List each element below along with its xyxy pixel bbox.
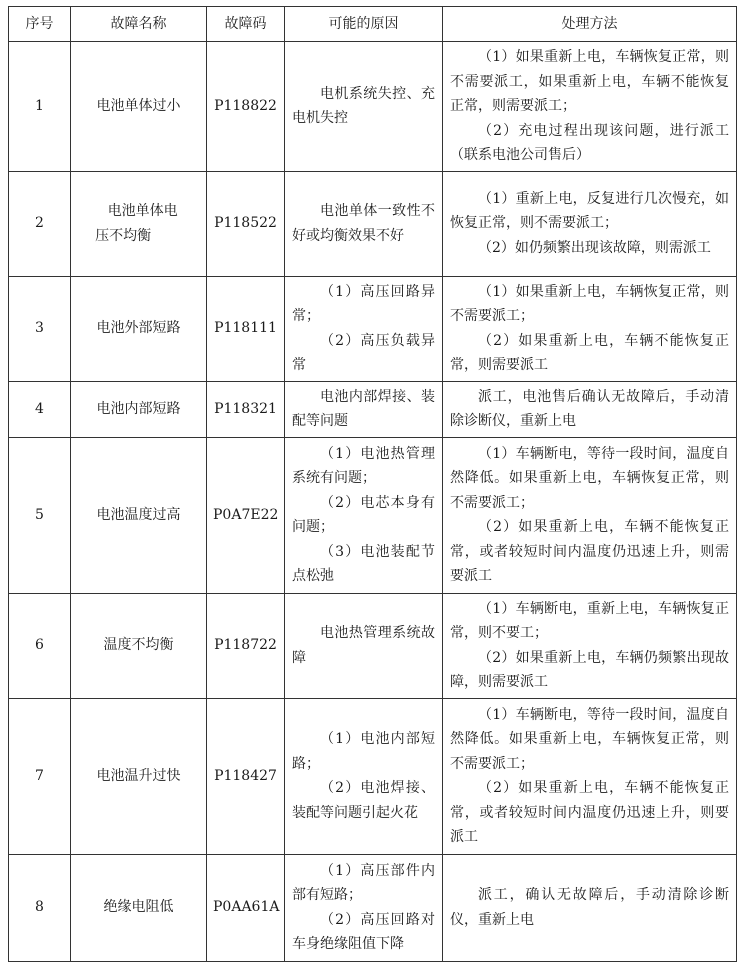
fault-name-text: 电池单体过小 xyxy=(96,98,181,114)
cell-no: 4 xyxy=(9,381,71,437)
cell-causes xyxy=(285,437,443,593)
fault-table xyxy=(8,6,737,962)
cause-line: （1）电池内部短路； xyxy=(292,731,435,772)
table-row xyxy=(9,381,737,437)
table-row xyxy=(9,437,737,593)
cell-no: 5 xyxy=(9,437,71,593)
header-causes: 可能的原因 xyxy=(285,7,443,42)
action-line: （2）如果重新上电，车辆不能恢复正常，或者较短时间内温度仍迅速上升，则需要派工 xyxy=(450,519,729,584)
cell-fault-code: P118111 xyxy=(207,276,285,381)
cell-fault-name xyxy=(71,854,207,961)
fault-name-text: 电池外部短路 xyxy=(96,320,181,337)
cause-line: 电机系统失控、充电机失控 xyxy=(292,85,435,127)
action-line: 派工，确认无故障后，手动清除诊断仪，重新上电 xyxy=(450,887,729,928)
cell-fault-code: P118427 xyxy=(207,698,285,854)
cell-no: 2 xyxy=(9,171,71,276)
cause-line: （1）电池热管理系统有问题； xyxy=(292,445,435,486)
cell-actions xyxy=(443,437,737,593)
cell-actions xyxy=(443,698,737,854)
table-body xyxy=(9,42,737,962)
cell-causes xyxy=(285,698,443,854)
fault-name-text: 电池内部短路 xyxy=(96,400,181,417)
cell-no: 6 xyxy=(9,593,71,698)
cause-line: （2）高压回路对车身绝缘阻值下降 xyxy=(292,911,435,952)
cause-line: （1）高压回路异常； xyxy=(292,283,435,324)
cell-fault-code: P118722 xyxy=(207,593,285,698)
cell-fault-name xyxy=(71,437,207,593)
cell-causes xyxy=(285,593,443,698)
table-row xyxy=(9,698,737,854)
cell-fault-code: P118822 xyxy=(207,42,285,172)
fault-name-text: 电池温升过快 xyxy=(96,767,181,784)
action-line: （1）车辆断电，重新上电，车辆恢复正常，则不要工； xyxy=(450,600,729,641)
header-actions: 处理方法 xyxy=(443,7,737,42)
table-row xyxy=(9,171,737,276)
table-row xyxy=(9,42,737,172)
cause-line: 电池内部焊接、装配等问题 xyxy=(292,388,435,429)
action-line: （2）如果重新上电，车辆仍频繁出现故障，则需要派工 xyxy=(450,649,729,690)
cell-causes xyxy=(285,276,443,381)
cell-fault-code: P0A7E22 xyxy=(207,437,285,593)
cell-fault-name xyxy=(71,171,207,276)
cell-actions xyxy=(443,276,737,381)
action-line: （1）重新上电，反复进行几次慢充，如恢复正常，则不需要派工； xyxy=(450,190,729,232)
cause-line: （2）电池焊接、装配等问题引起火花 xyxy=(292,780,435,821)
cause-line: （1）高压部件内部有短路； xyxy=(292,862,435,903)
cell-actions xyxy=(443,171,737,276)
cell-actions xyxy=(443,381,737,437)
cell-fault-name xyxy=(71,276,207,381)
action-line: （1）车辆断电，等待一段时间，温度自然降低。如果重新上电，车辆恢复正常，则不需要派工； xyxy=(450,445,729,511)
table-row xyxy=(9,276,737,381)
header-code: 故障码 xyxy=(207,7,285,42)
cell-no: 1 xyxy=(9,42,71,172)
cell-actions xyxy=(443,42,737,172)
cell-actions xyxy=(443,854,737,961)
cell-no: 3 xyxy=(9,276,71,381)
action-line: （1）如果重新上电，车辆恢复正常，则不需要派工； xyxy=(450,283,729,324)
cause-line: （2）电芯本身有问题； xyxy=(292,494,435,535)
cell-fault-name xyxy=(71,593,207,698)
cell-no: 8 xyxy=(9,854,71,961)
cell-causes xyxy=(285,854,443,961)
cell-causes xyxy=(285,171,443,276)
action-line: （2）如仍频繁出现该故障，则需派工 xyxy=(478,239,711,256)
cell-fault-name xyxy=(71,381,207,437)
cell-causes xyxy=(285,42,443,172)
header-name: 故障名称 xyxy=(71,7,207,42)
cell-fault-name xyxy=(71,42,207,172)
fault-name-text: 电池单体电压不均衡 xyxy=(95,203,178,244)
action-line: （1）车辆断电，等待一段时间，温度自然降低。如果重新上电，车辆恢复正常，则不需要派工； xyxy=(450,706,729,772)
cause-line: 电池单体一致性不好或均衡效果不好 xyxy=(292,203,435,244)
cause-line: （2）高压负载异常 xyxy=(292,332,435,373)
action-line: （2）如果重新上电，车辆不能恢复正常，或者较短时间内温度仍迅速上升，则要派工 xyxy=(450,780,729,845)
header-row xyxy=(9,7,737,42)
fault-name-text: 电池温度过高 xyxy=(96,506,181,523)
action-line: （1）如果重新上电，车辆恢复正常，则不需要派工，如果重新上电，车辆不能恢复正常，则需要派工； xyxy=(450,49,729,114)
action-line: 派工，电池售后确认无故障后，手动清除诊断仪，重新上电 xyxy=(450,388,729,429)
cell-fault-code: P118321 xyxy=(207,381,285,437)
table-row xyxy=(9,593,737,698)
cell-no: 7 xyxy=(9,698,71,854)
fault-name-text: 温度不均衡 xyxy=(103,637,174,654)
cause-line: 电池热管理系统故障 xyxy=(292,625,435,666)
header-no: 序号 xyxy=(9,7,71,42)
cell-causes xyxy=(285,381,443,437)
fault-name-text: 绝缘电阻低 xyxy=(103,899,174,916)
cell-fault-name xyxy=(71,698,207,854)
cause-line: （3）电池装配节点松弛 xyxy=(292,543,435,584)
action-line: （2）充电过程出现该问题，进行派工（联系电池公司售后） xyxy=(450,122,729,163)
cell-fault-code: P118522 xyxy=(207,171,285,276)
table-row xyxy=(9,854,737,961)
action-line: （2）如果重新上电，车辆不能恢复正常，则需要派工 xyxy=(450,332,729,373)
cell-actions xyxy=(443,593,737,698)
cell-fault-code: P0AA61A xyxy=(207,854,285,961)
